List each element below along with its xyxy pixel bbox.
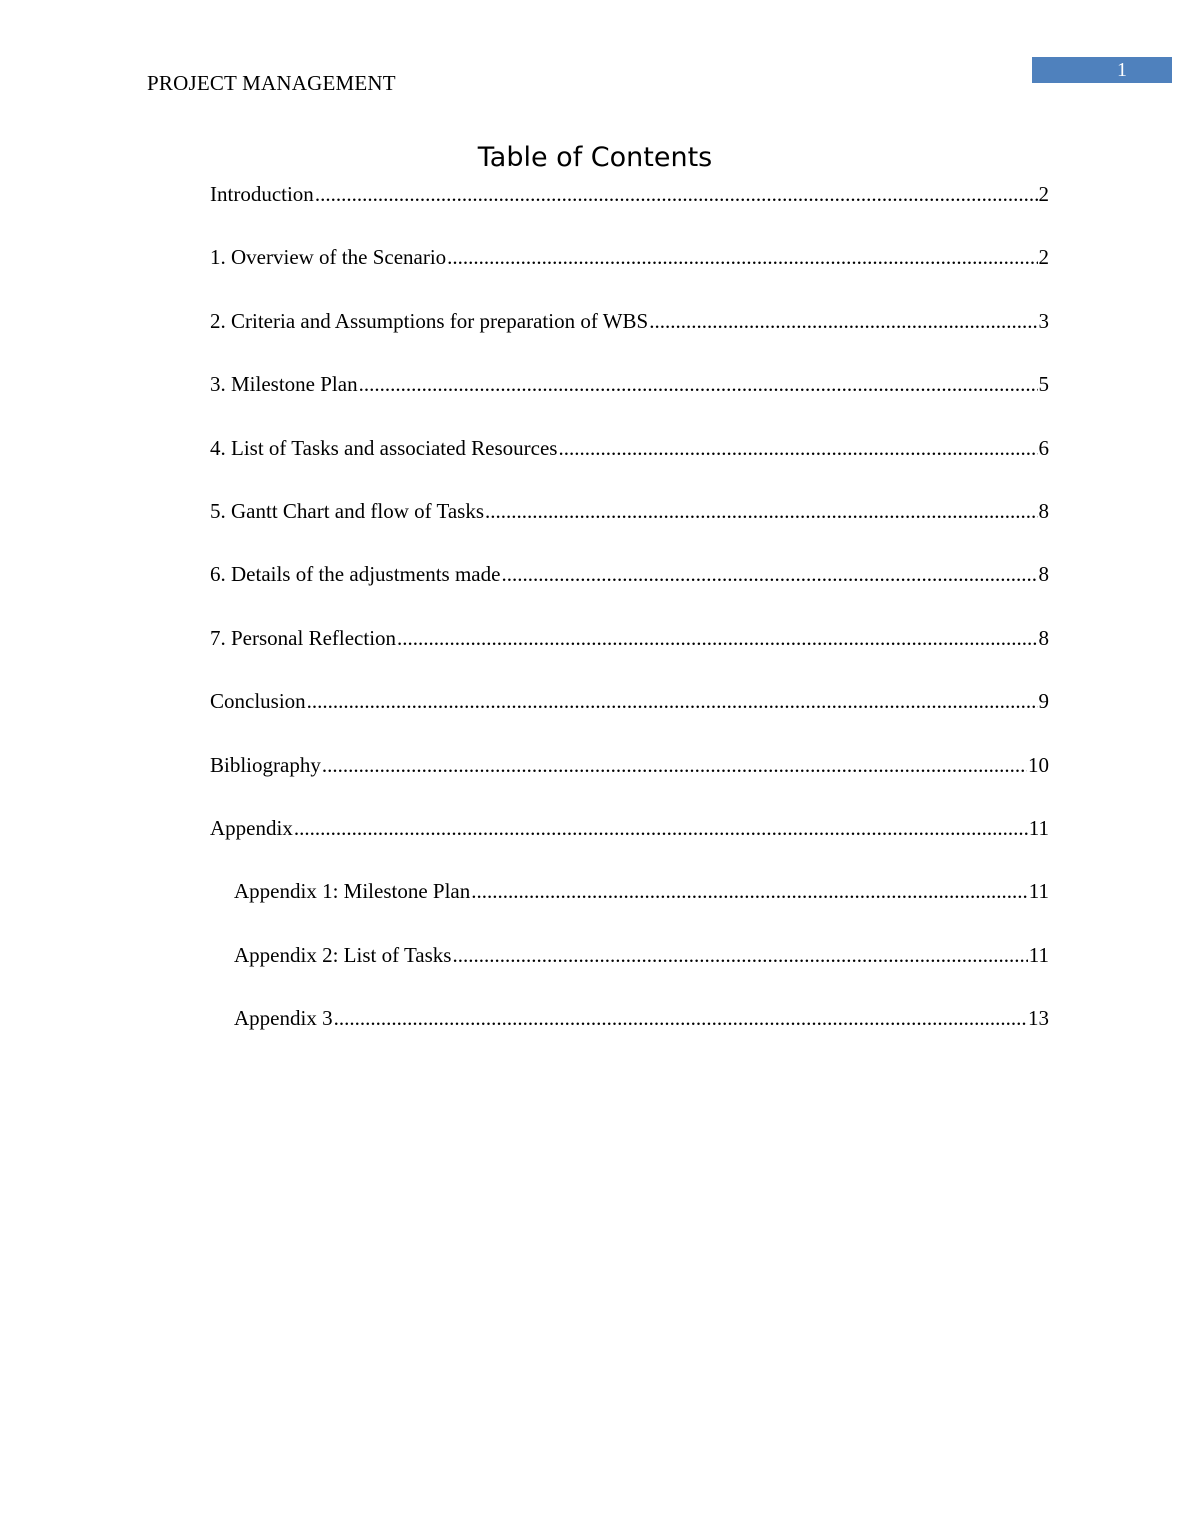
toc-entry-label: Appendix 2: List of Tasks: [234, 942, 452, 967]
toc-entry-page: 13: [1028, 1006, 1049, 1031]
toc-entry-overview[interactable]: [210, 243, 1049, 306]
toc-entry-label: Bibliography: [210, 752, 321, 777]
toc-entry-page: 11: [1028, 815, 1049, 840]
toc-entry-label: 5. Gantt Chart and flow of Tasks: [210, 498, 485, 523]
toc-dot-leader: [471, 877, 1028, 905]
toc-dot-leader: [397, 624, 1037, 652]
toc-dot-leader: [315, 180, 1038, 208]
toc-entry-page: 8: [1038, 498, 1049, 523]
toc-entry-appendix-1[interactable]: [210, 877, 1049, 940]
toc-entry-bibliography[interactable]: [210, 751, 1049, 814]
toc-dot-leader: [334, 1004, 1027, 1032]
toc-entry-page: 5: [1038, 372, 1049, 397]
toc-entry-label: 1. Overview of the Scenario: [210, 245, 447, 270]
page-number-badge: 1: [1032, 57, 1172, 83]
toc-entry-label: Introduction: [210, 182, 314, 206]
toc-heading: Table of Contents: [477, 142, 713, 173]
toc-entry-page: 8: [1038, 562, 1049, 587]
toc-entry-milestone-plan[interactable]: [210, 370, 1049, 433]
toc-dot-leader: [452, 941, 1027, 969]
toc-list: [210, 180, 1049, 1067]
toc-entry-label: 3. Milestone Plan: [210, 372, 358, 397]
toc-entry-page: 6: [1038, 435, 1049, 460]
running-header-title: PROJECT MANAGEMENT: [147, 71, 396, 95]
toc-dot-leader: [649, 307, 1037, 335]
toc-entry-criteria[interactable]: [210, 307, 1049, 370]
toc-entry-label: Appendix: [210, 815, 293, 840]
toc-entry-gantt-chart[interactable]: [210, 497, 1049, 560]
toc-entry-label: Conclusion: [210, 689, 306, 714]
toc-entry-introduction[interactable]: [210, 180, 1049, 243]
toc-entry-label: 4. List of Tasks and associated Resources: [210, 435, 558, 460]
toc-entry-appendix-2[interactable]: [210, 941, 1049, 1004]
toc-entry-personal-reflection[interactable]: [210, 624, 1049, 687]
toc-dot-leader: [359, 370, 1038, 398]
toc-entry-page: 11: [1028, 942, 1049, 967]
toc-entry-page: 9: [1038, 689, 1049, 714]
toc-dot-leader: [322, 751, 1027, 779]
toc-dot-leader: [501, 560, 1037, 588]
toc-entry-label: Appendix 3: [234, 1006, 333, 1031]
toc-entry-list-of-tasks[interactable]: [210, 434, 1049, 497]
toc-entry-page: 2: [1038, 182, 1049, 206]
toc-dot-leader: [485, 497, 1037, 525]
toc-entry-appendix[interactable]: [210, 814, 1049, 877]
toc-entry-page: 8: [1038, 625, 1049, 650]
toc-dot-leader: [558, 434, 1037, 462]
toc-dot-leader: [307, 687, 1038, 715]
toc-entry-label: 6. Details of the adjustments made: [210, 562, 501, 587]
toc-entry-appendix-3[interactable]: [210, 1004, 1049, 1067]
toc-entry-page: 10: [1028, 752, 1049, 777]
toc-entry-label: 2. Criteria and Assumptions for preparation of WBS: [210, 308, 649, 333]
toc-entry-label: Appendix 1: Milestone Plan: [234, 879, 471, 904]
toc-entry-conclusion[interactable]: [210, 687, 1049, 750]
toc-entry-label: 7. Personal Reflection: [210, 625, 397, 650]
toc-dot-leader: [447, 243, 1037, 271]
toc-entry-page: 11: [1028, 879, 1049, 904]
toc-entry-page: 3: [1038, 308, 1049, 333]
toc-entry-page: 2: [1038, 245, 1049, 270]
toc-entry-adjustments[interactable]: [210, 560, 1049, 623]
toc-dot-leader: [294, 814, 1028, 842]
